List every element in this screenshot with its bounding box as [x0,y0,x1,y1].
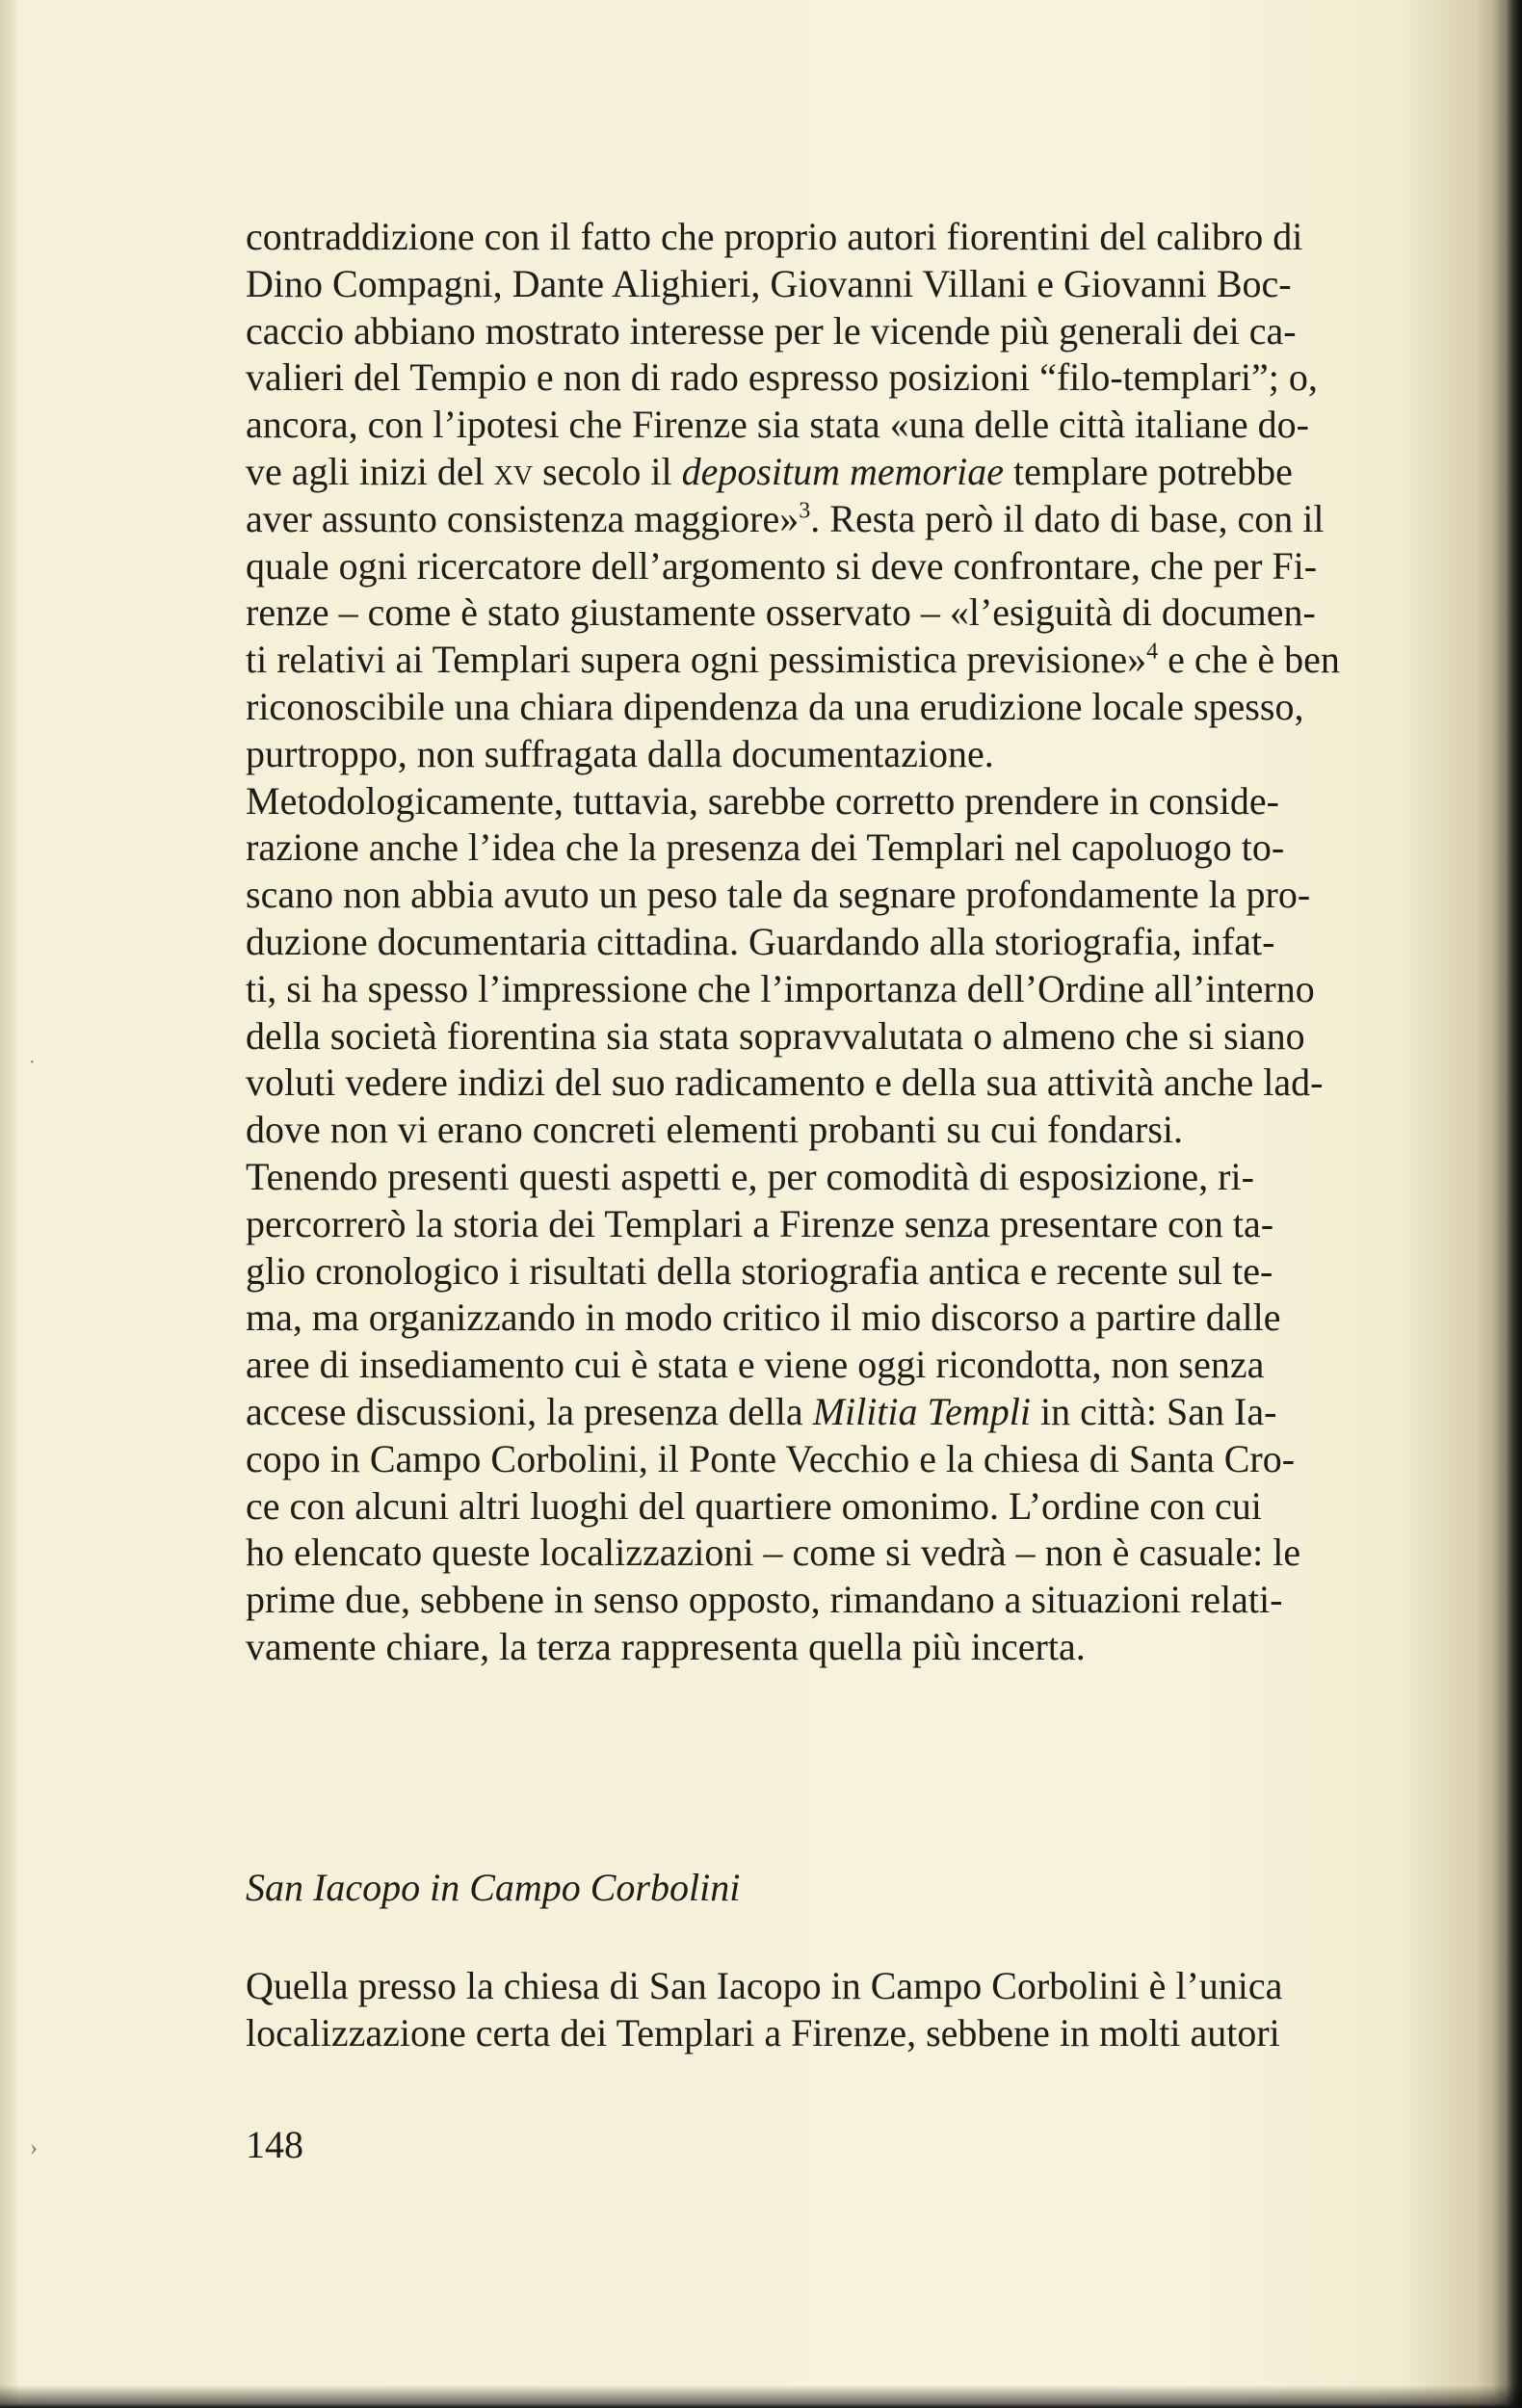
text-fragment: e che è ben [1158,638,1340,682]
footnote-marker: 4 [1146,639,1159,665]
text-line: della società fiorentina sia stata sopravvalutata o almeno che si siano [246,1013,1305,1058]
text-line: ho elencato queste localizzazioni – come si vedrà – non è casuale: le [246,1531,1301,1575]
text-line: caccio abbiano mostrato interesse per le vicende più generali dei ca- [246,308,1297,353]
text-line: Dino Compagni, Dante Alighieri, Giovanni Villani e Giovanni Boc- [246,261,1292,305]
text-line: quale ogni ricercatore dell’argomento si deve confrontare, che per Fi- [246,543,1318,588]
text-fragment-italic: Militia Templi [812,1389,1031,1433]
text-line: glio cronologico i risultati della storiografia antica e recente sul te- [246,1248,1273,1293]
text-line: ti, si ha spesso l’impressione che l’importanza dell’Ordine all’interno [246,966,1315,1010]
text-line: copo in Campo Corbolini, il Ponte Vecchio e la chiesa di Santa Cro- [246,1436,1296,1480]
text-line: ma, ma organizzando in modo critico il mio discorso a partire dalle [246,1296,1281,1340]
text-line: ce con alcuni altri luoghi del quartiere omonimo. L’ordine con cui [246,1483,1262,1528]
page-bottom-shadow [0,2385,1522,2408]
text-line-with-italic [246,1389,1382,1436]
text-line: purtroppo, non suffragata dalla documentazione. [246,731,994,775]
text-fragment: secolo il [533,449,682,493]
text-fragment: ve agli inizi del [246,449,494,493]
text-line: percorrerò la storia dei Templari a Firenze senza presentare con ta- [246,1201,1274,1245]
text-line-with-footnote [246,496,1382,543]
margin-dot-mark: · [29,1052,36,1073]
text-fragment: aver assunto consistenza maggiore» [246,496,800,540]
text-line: dove non vi erano concreti elementi probanti su cui fondarsi. [246,1108,1184,1152]
text-line: scano non abbia avuto un peso tale da segnare profondamente la pro- [246,873,1311,917]
text-line: ancora, con l’ipotesi che Firenze sia stata «una delle città italiane do- [246,403,1309,447]
text-fragment: . Resta però il dato di base, con il [810,496,1325,540]
section-title: San Iacopo in Campo Corbolini [246,1866,741,1909]
text-line: aree di insediamento cui è stata e viene oggi ricondotta, non senza [246,1343,1265,1387]
text-line: localizzazione certa dei Templari a Firenze, sebbene in molti autori [246,2010,1280,2055]
text-fragment: ti relativi ai Templari supera ogni pessimistica previsione» [246,638,1147,682]
margin-tick-mark: › [30,2135,38,2160]
text-fragment-small-caps: xv [493,449,534,493]
main-paragraphs [246,214,1382,1671]
page-right-binding-shadow [1493,0,1522,2408]
text-line-with-footnote [246,637,1382,684]
text-line: Metodologicamente, tuttavia, sarebbe corretto prendere in conside- [246,778,1279,823]
text-line: Tenendo presenti questi aspetti e, per comodità di esposizione, ri- [246,1154,1254,1198]
page-number: 148 [246,2123,303,2166]
section-paragraph [246,1963,1382,2057]
text-line: vamente chiare, la terza rappresenta quella più incerta. [246,1624,1086,1668]
text-fragment-italic: depositum memoriae [681,449,1004,493]
text-line: voluti vedere indizi del suo radicamento e della sua attività anche lad- [246,1060,1324,1105]
text-line: Quella presso la chiesa di San Iacopo in Campo Corbolini è l’unica [246,1964,1283,2007]
page-left-edge [0,0,17,2408]
text-line: duzione documentaria cittadina. Guardando alla storiografia, infat- [246,919,1275,963]
text-line: prime due, sebbene in senso opposto, rimandano a situazioni relati- [246,1578,1283,1622]
text-line: razione anche l’idea che la presenza dei Templari nel capoluogo to- [246,825,1285,870]
text-line: riconoscibile una chiara dipendenza da una erudizione locale spesso, [246,684,1304,728]
text-line: contraddizione con il fatto che proprio autori fiorentini del calibro di [246,215,1303,258]
text-fragment: templare potrebbe [1003,449,1293,493]
text-line: valieri del Tempio e non di rado espresso posizioni “filo-templari”; o, [246,355,1318,400]
footnote-marker: 3 [799,498,811,524]
text-fragment: accese discussioni, la presenza della [246,1389,813,1433]
text-line: renze – come è stato giustamente osservato – «l’esiguità di documen- [246,590,1316,635]
text-fragment: in città: San Ia- [1030,1389,1277,1433]
text-line-with-italic [246,449,1382,496]
